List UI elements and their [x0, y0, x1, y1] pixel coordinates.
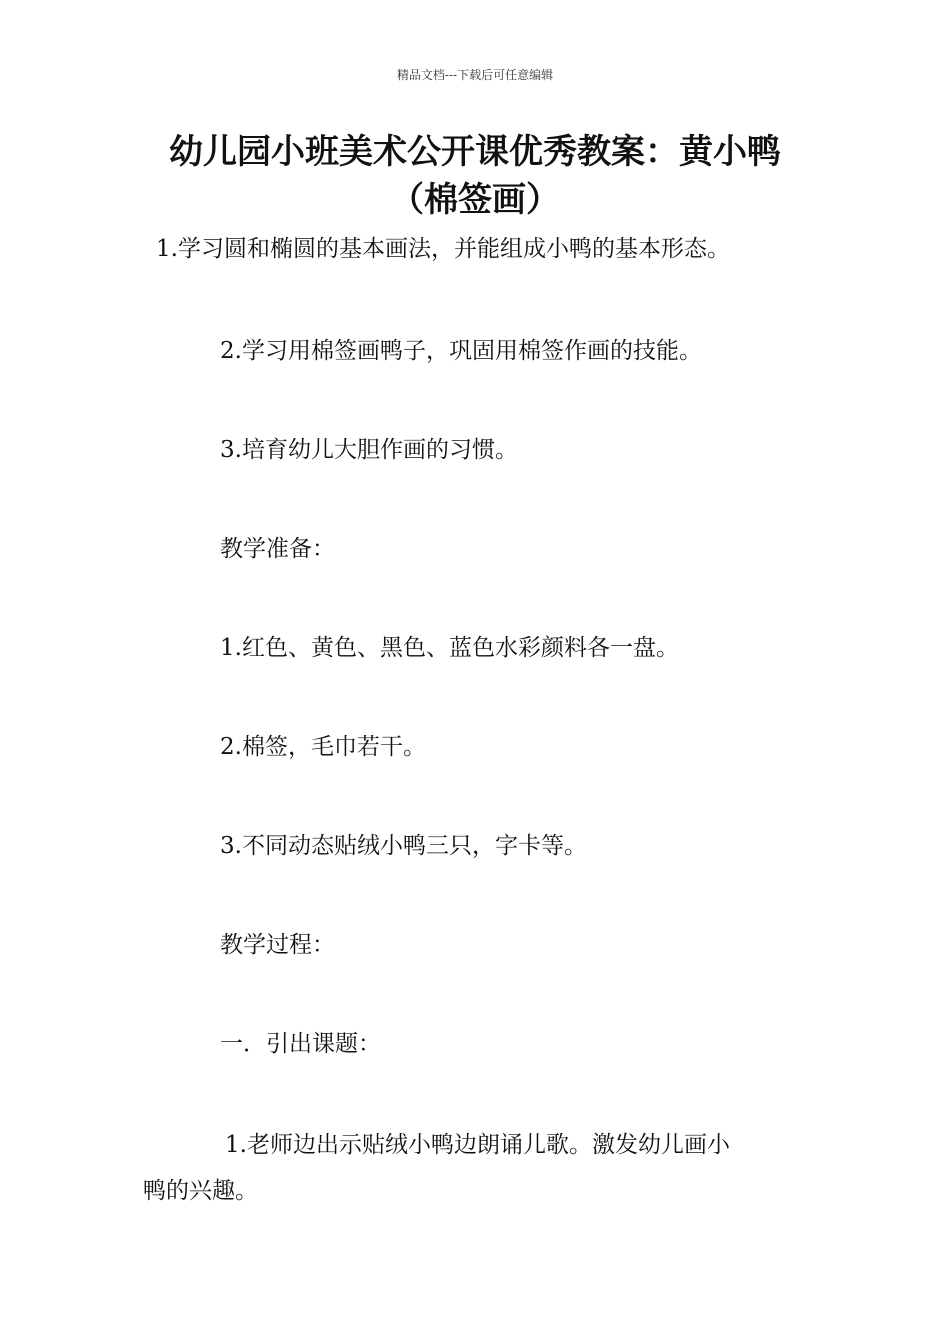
process-paragraph-line-2: 鸭的兴趣。 [143, 1178, 258, 1204]
process-paragraph-line-1: 1.老师边出示贴绒小鸭边朗诵儿歌。激发幼儿画小 [225, 1132, 730, 1158]
preparation-line-3: 3.不同动态贴绒小鸭三只，字卡等。 [220, 833, 587, 859]
section-heading-process: 教学过程： [220, 932, 335, 958]
header-note: 精品文档---下载后可任意编辑 [396, 68, 554, 82]
preparation-line-2: 2.棉签，毛巾若干。 [220, 734, 426, 760]
preparation-line-1: 1.红色、黄色、黑色、蓝色水彩颜料各一盘。 [220, 635, 679, 661]
objective-line-1: 1.学习圆和椭圆的基本画法，并能组成小鸭的基本形态。 [156, 236, 730, 262]
document-title: 幼儿园小班美术公开课优秀教案：黄小鸭（棉签画） [169, 132, 781, 220]
objective-line-2: 2.学习用棉签画鸭子，巩固用棉签作画的技能。 [220, 338, 702, 364]
process-step-heading: 一．引出课题： [220, 1031, 381, 1057]
objective-line-3: 3.培育幼儿大胆作画的习惯。 [220, 437, 518, 463]
section-heading-preparation: 教学准备： [220, 536, 335, 562]
